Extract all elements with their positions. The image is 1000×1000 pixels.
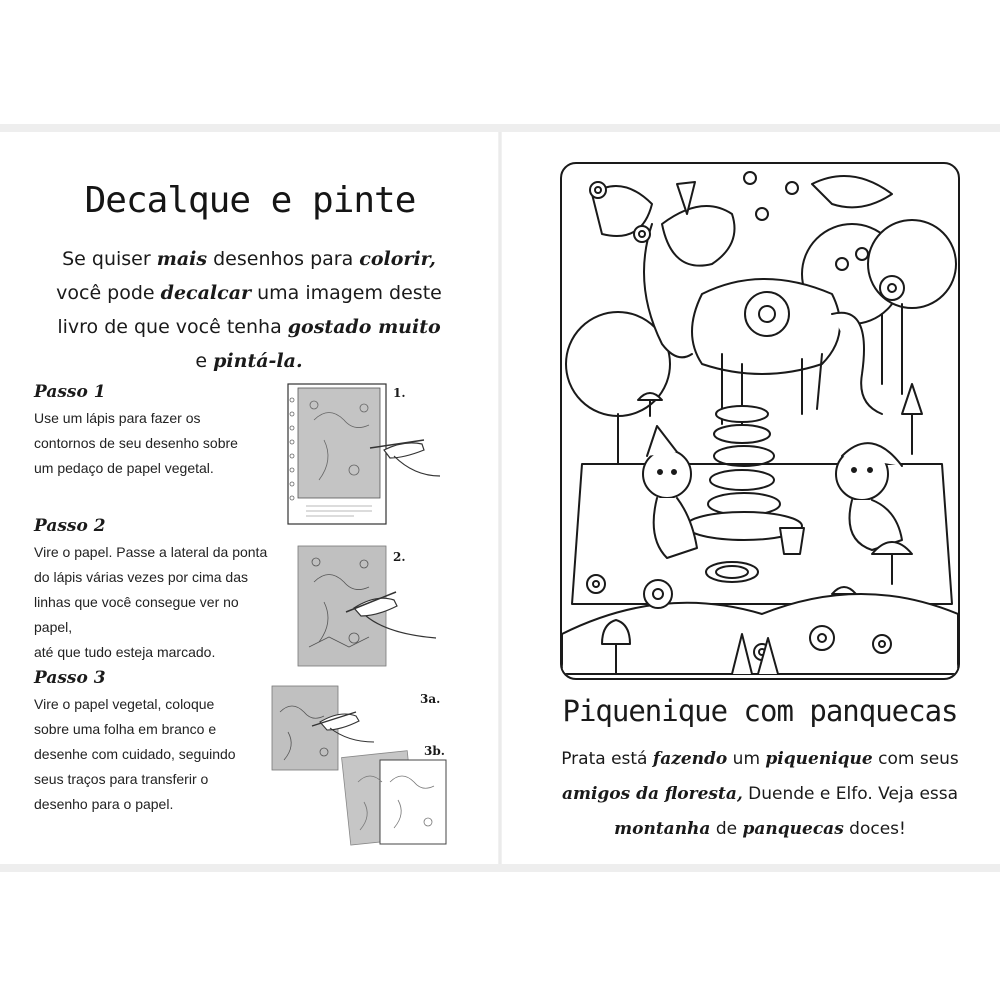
right-page-paragraph [540, 742, 980, 847]
step-2-figure-label: 2. [393, 550, 406, 564]
step-1-title: Passo 1 [34, 382, 106, 402]
step-3-line: seus traços para transferir o [34, 771, 209, 787]
step-2-line: até que tudo esteja marcado. [34, 644, 216, 660]
right-text: de [710, 819, 743, 839]
step-3b-figure-label: 3b. [424, 744, 445, 758]
right-text: Prata está [561, 749, 653, 769]
intro-text: desenhos para [207, 248, 360, 270]
intro-highlight: pintá-la. [213, 350, 303, 372]
right-highlight: panquecas [742, 819, 844, 839]
right-highlight: piquenique [765, 749, 873, 769]
intro-text: Se quiser [62, 248, 157, 270]
step-2-line: Vire o papel. Passe a lateral da ponta [34, 544, 268, 560]
step-3a-figure-label: 3a. [420, 692, 441, 706]
right-text: doces! [843, 819, 906, 839]
step-3 [34, 668, 274, 817]
step-3-line: desenhe com cuidado, seguindo [34, 746, 236, 762]
intro-text: uma imagem deste livro de que você tenha [57, 282, 442, 338]
intro-paragraph [34, 242, 464, 378]
right-text: com seus [872, 749, 959, 769]
step-2-title: Passo 2 [34, 516, 106, 536]
step-3-title: Passo 3 [34, 668, 106, 688]
left-page-title: Decalque e pinte [84, 180, 416, 221]
step-2-body [34, 540, 274, 665]
intro-text: você pode [56, 282, 161, 304]
right-highlight: amigos da floresta, [561, 784, 743, 804]
step-1 [34, 382, 274, 481]
step-2-line: do lápis várias vezes por cima das [34, 569, 248, 585]
step-1-line: contornos de seu desenho sobre [34, 435, 238, 451]
step-3-line: sobre uma folha em branco e [34, 721, 217, 737]
step-1-figure-label: 1. [393, 386, 406, 400]
intro-text: e [195, 350, 214, 372]
right-highlight: montanha [614, 819, 711, 839]
step-3-illustration [268, 682, 458, 852]
step-1-line: um pedaço de papel vegetal. [34, 460, 214, 476]
step-1-body [34, 406, 274, 481]
coloring-illustration-frame [560, 162, 960, 680]
step-2-illustration [294, 542, 454, 672]
right-text: um [727, 749, 766, 769]
step-3-line: desenho para o papel. [34, 796, 174, 812]
step-3-line: Vire o papel vegetal, coloque [34, 696, 215, 712]
step-3-body [34, 692, 274, 817]
book-spread [0, 124, 1000, 872]
step-1-line: Use um lápis para fazer os [34, 410, 201, 426]
step-2-line: linhas que você consegue ver no papel, [34, 594, 239, 635]
intro-highlight: mais [156, 248, 208, 270]
book-spine [498, 132, 502, 864]
right-text: Duende e Elfo. Veja essa [742, 784, 959, 804]
intro-highlight: colorir, [359, 248, 436, 270]
intro-highlight: gostado muito [287, 316, 441, 338]
right-highlight: fazendo [652, 749, 728, 769]
intro-highlight: decalcar [160, 282, 252, 304]
picnic-coloring-illustration [562, 164, 958, 678]
step-2 [34, 516, 274, 665]
step-1-illustration [284, 380, 444, 530]
right-page-title: Piquenique com panquecas [562, 694, 958, 728]
